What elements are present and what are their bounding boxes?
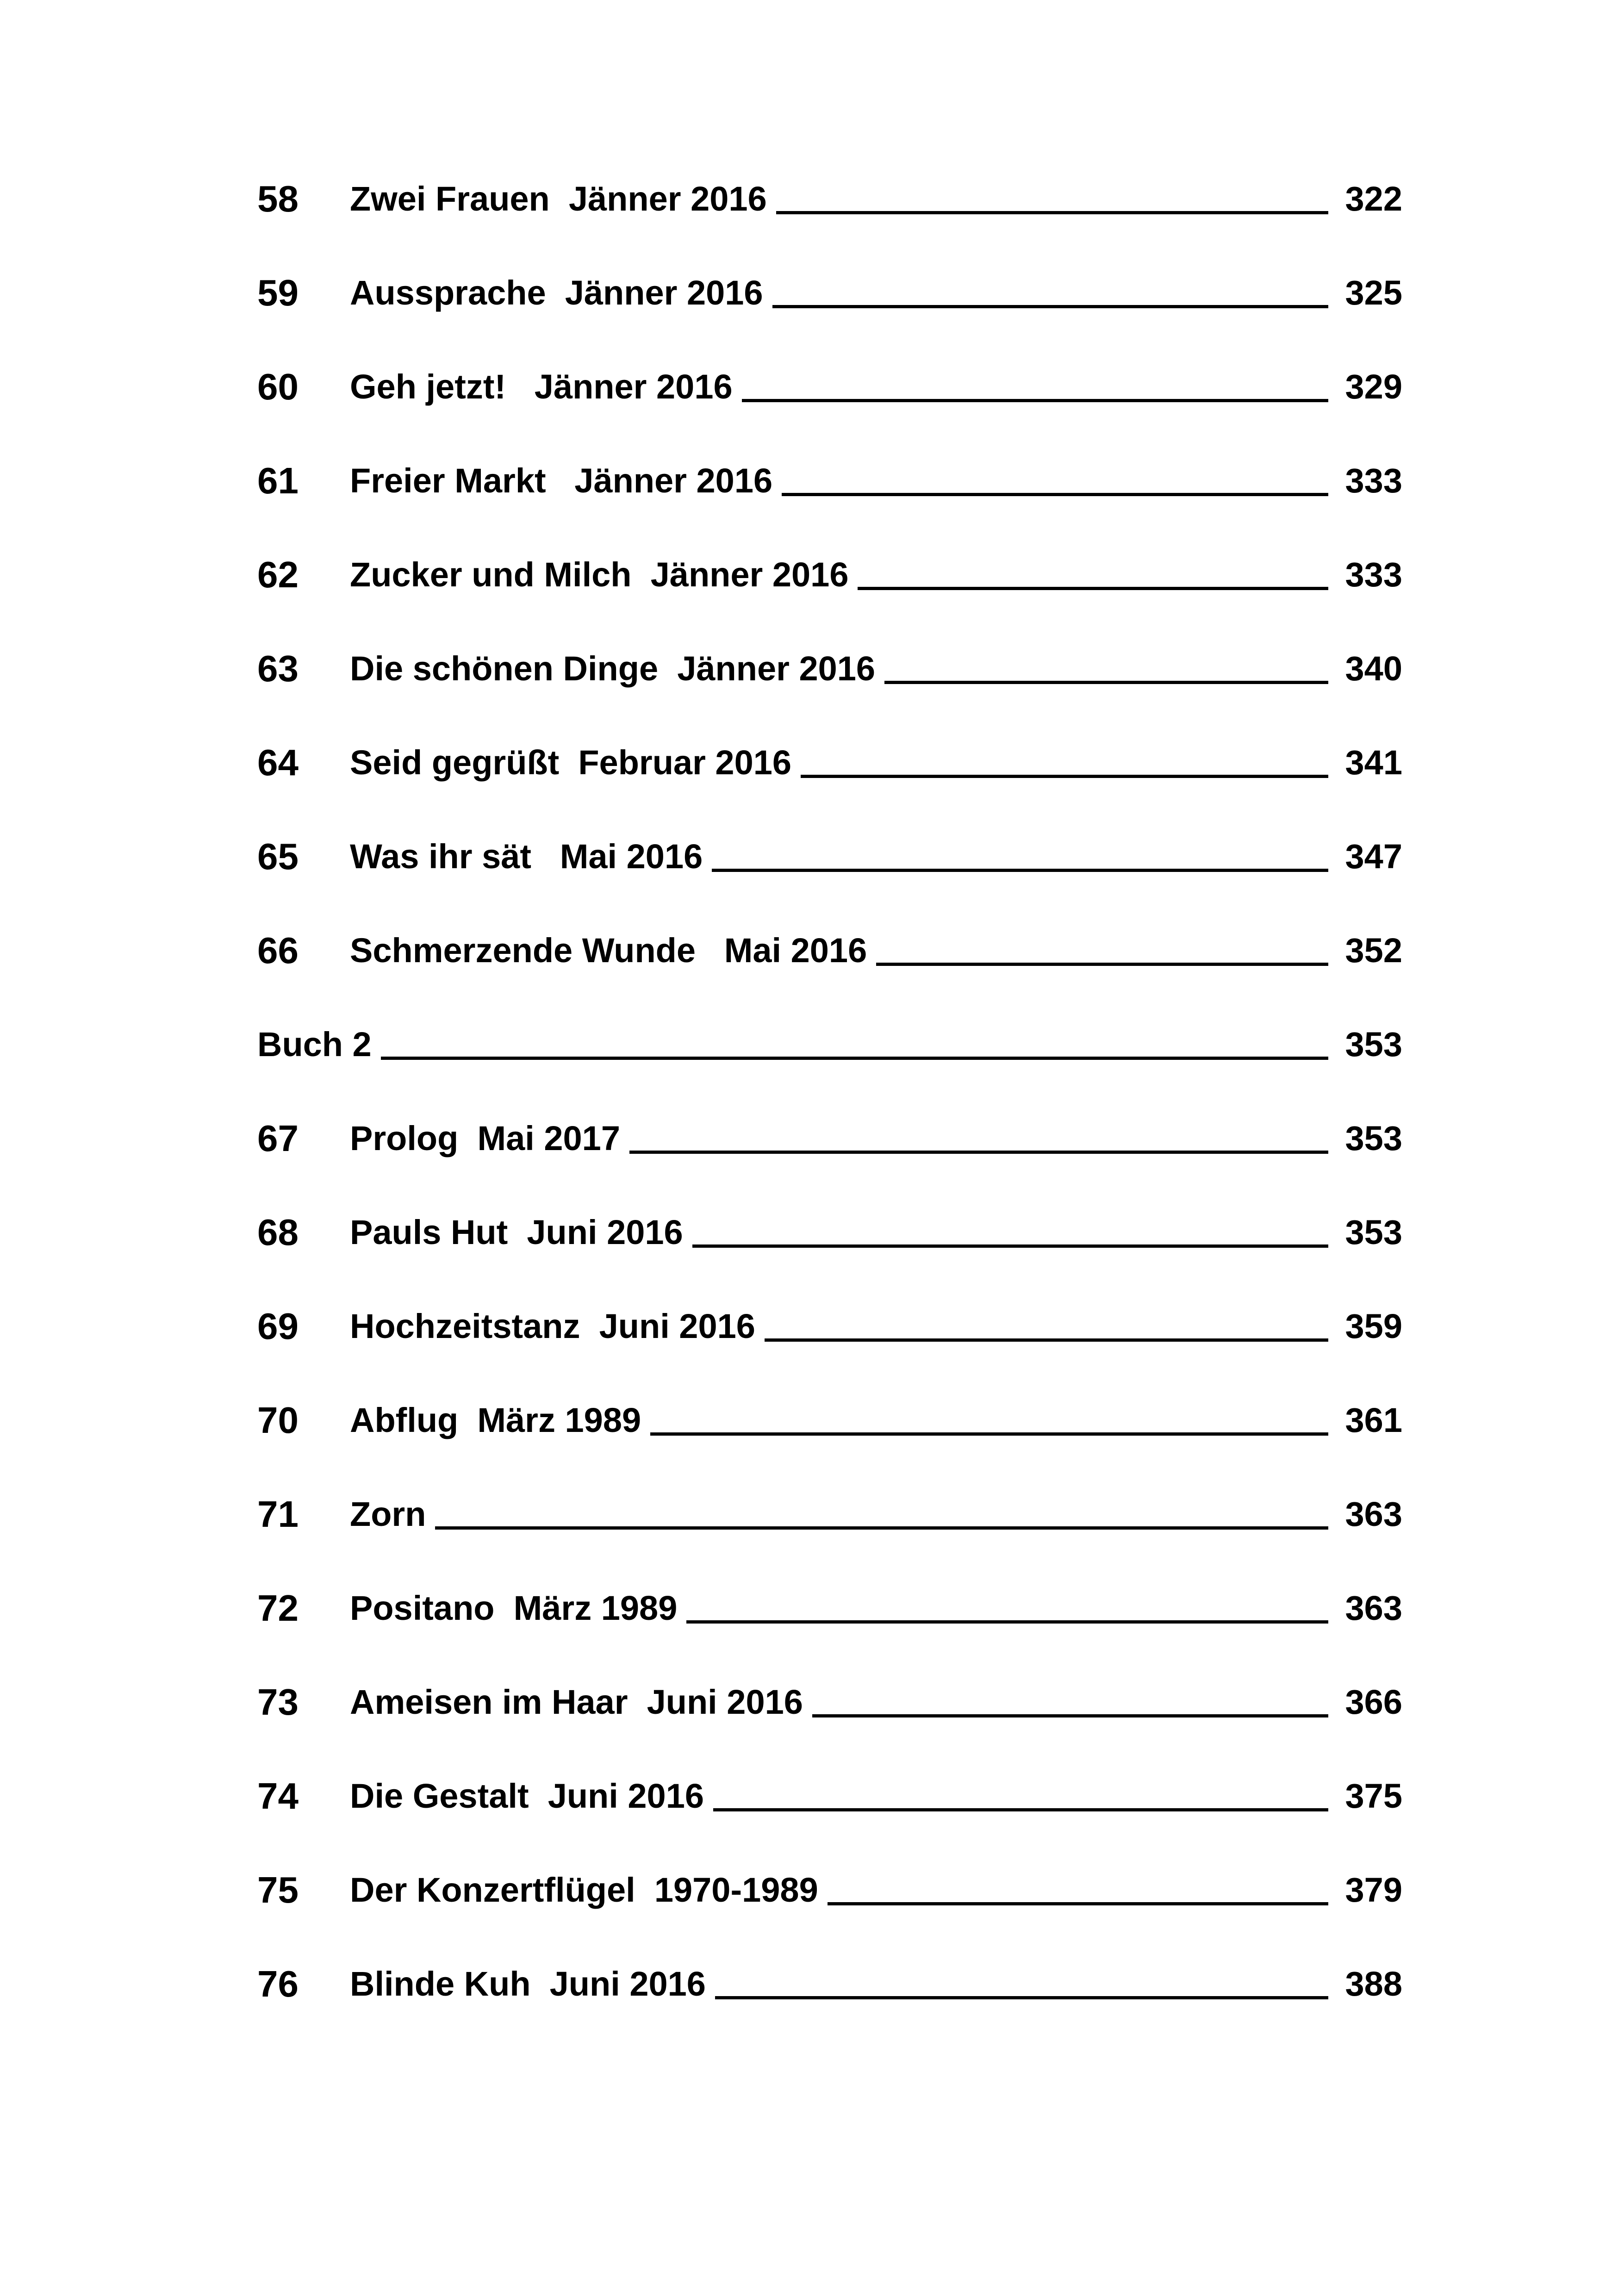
table-of-contents (257, 162, 1402, 2041)
toc-entry-title: Was ihr sät Mai 2016 (350, 837, 703, 876)
toc-entry-number: 71 (257, 1493, 299, 1535)
toc-entry (257, 538, 1402, 632)
toc-entry-title: Prolog Mai 2017 (350, 1119, 620, 1157)
toc-entry-number: 63 (257, 648, 299, 689)
toc-entry-page: 347 (1345, 837, 1402, 876)
toc-entry-number: 75 (257, 1869, 299, 1910)
toc-leader-line (801, 775, 1328, 778)
toc-leader-line (858, 587, 1328, 590)
toc-leader-line (828, 1902, 1328, 1905)
toc-entry-number: 66 (257, 930, 299, 971)
toc-entry-page: 329 (1345, 367, 1402, 406)
toc-entry-page: 359 (1345, 1307, 1402, 1345)
toc-entry (257, 1665, 1402, 1759)
toc-entry (257, 1477, 1402, 1571)
toc-entry-number: 72 (257, 1587, 299, 1629)
toc-entry (257, 632, 1402, 726)
toc-entry-title: Abflug März 1989 (350, 1401, 641, 1439)
toc-entry-page: 363 (1345, 1589, 1402, 1627)
toc-entry (257, 1947, 1402, 2041)
toc-leader-line (776, 211, 1328, 214)
toc-entry-page: 322 (1345, 180, 1402, 218)
toc-leader-line (884, 681, 1328, 684)
toc-entry (257, 1571, 1402, 1665)
toc-leader-line (435, 1526, 1328, 1530)
toc-leader-line (686, 1620, 1328, 1624)
toc-entry (257, 1101, 1402, 1195)
toc-entry (257, 1383, 1402, 1477)
toc-leader-line (742, 399, 1328, 402)
toc-entry-title: Aussprache Jänner 2016 (350, 274, 763, 312)
toc-leader-line (715, 1996, 1328, 1999)
toc-entry (257, 914, 1402, 1008)
toc-entry-number: 67 (257, 1118, 299, 1159)
toc-leader-line (692, 1244, 1328, 1248)
toc-leader-line (712, 869, 1328, 872)
toc-entry-number: 76 (257, 1963, 299, 2004)
toc-entry-page: 353 (1345, 1213, 1402, 1251)
toc-leader-line (713, 1808, 1328, 1811)
toc-entry-page: 333 (1345, 461, 1402, 500)
toc-entry (257, 256, 1402, 350)
toc-entry-number: 68 (257, 1212, 299, 1253)
toc-entry (257, 726, 1402, 820)
toc-entry-number: 74 (257, 1775, 299, 1817)
toc-entry-title: Positano März 1989 (350, 1589, 678, 1627)
toc-entry-page: 353 (1345, 1025, 1402, 1064)
toc-entry-number: 59 (257, 272, 299, 313)
toc-entry (257, 1289, 1402, 1383)
toc-entry-title: Seid gegrüßt Februar 2016 (350, 743, 792, 782)
toc-entry-page: 363 (1345, 1495, 1402, 1533)
toc-entry-title: Geh jetzt! Jänner 2016 (350, 367, 733, 406)
toc-entry-title: Ameisen im Haar Juni 2016 (350, 1683, 803, 1721)
toc-entry-title: Blinde Kuh Juni 2016 (350, 1965, 706, 2003)
toc-leader-line (782, 493, 1328, 496)
toc-entry-number: 60 (257, 366, 299, 407)
toc-leader-line (629, 1151, 1328, 1154)
toc-leader-line (381, 1057, 1328, 1060)
toc-leader-line (765, 1338, 1328, 1342)
toc-entry (257, 1853, 1402, 1947)
toc-entry-title: Schmerzende Wunde Mai 2016 (350, 931, 867, 970)
toc-entry-title: Zucker und Milch Jänner 2016 (350, 555, 849, 594)
toc-entry (257, 444, 1402, 538)
toc-entry-number: 58 (257, 178, 299, 219)
toc-entry-number: 65 (257, 836, 299, 877)
toc-entry-number: 62 (257, 554, 299, 595)
toc-entry-title: Freier Markt Jänner 2016 (350, 461, 773, 500)
toc-entry-page: 325 (1345, 274, 1402, 312)
toc-entry-page: 341 (1345, 743, 1402, 782)
toc-entry (257, 1759, 1402, 1853)
toc-entry-page: 361 (1345, 1401, 1402, 1439)
toc-entry-number: 70 (257, 1400, 299, 1441)
toc-entry-title: Pauls Hut Juni 2016 (350, 1213, 683, 1251)
toc-entry-number: 73 (257, 1681, 299, 1723)
toc-leader-line (812, 1714, 1328, 1717)
toc-entry-page: 340 (1345, 649, 1402, 688)
toc-entry (257, 162, 1402, 256)
toc-entry-title: Zorn (350, 1495, 426, 1533)
toc-entry-number: 69 (257, 1306, 299, 1347)
toc-entry (257, 350, 1402, 444)
toc-entry-title: Die Gestalt Juni 2016 (350, 1777, 704, 1815)
toc-entry (257, 1195, 1402, 1289)
toc-entry-number: 61 (257, 460, 299, 501)
toc-entry-page: 353 (1345, 1119, 1402, 1157)
toc-entry-title: Der Konzertflügel 1970-1989 (350, 1871, 818, 1909)
toc-entry-title: Die schönen Dinge Jänner 2016 (350, 649, 876, 688)
toc-entry-title: Hochzeitstanz Juni 2016 (350, 1307, 755, 1345)
toc-entry-page: 379 (1345, 1871, 1402, 1909)
toc-entry-page: 375 (1345, 1777, 1402, 1815)
toc-entry-page: 333 (1345, 555, 1402, 594)
toc-entry-number: 64 (257, 742, 299, 783)
toc-leader-line (876, 963, 1328, 966)
toc-entry (257, 820, 1402, 914)
toc-leader-line (650, 1432, 1328, 1436)
toc-entry-page: 388 (1345, 1965, 1402, 2003)
toc-entry-page: 352 (1345, 931, 1402, 970)
toc-entry-page: 366 (1345, 1683, 1402, 1721)
toc-entry-title: Zwei Frauen Jänner 2016 (350, 180, 767, 218)
toc-entry-title: Buch 2 (257, 1025, 372, 1064)
toc-leader-line (772, 305, 1328, 308)
toc-section-heading (257, 1008, 1402, 1101)
